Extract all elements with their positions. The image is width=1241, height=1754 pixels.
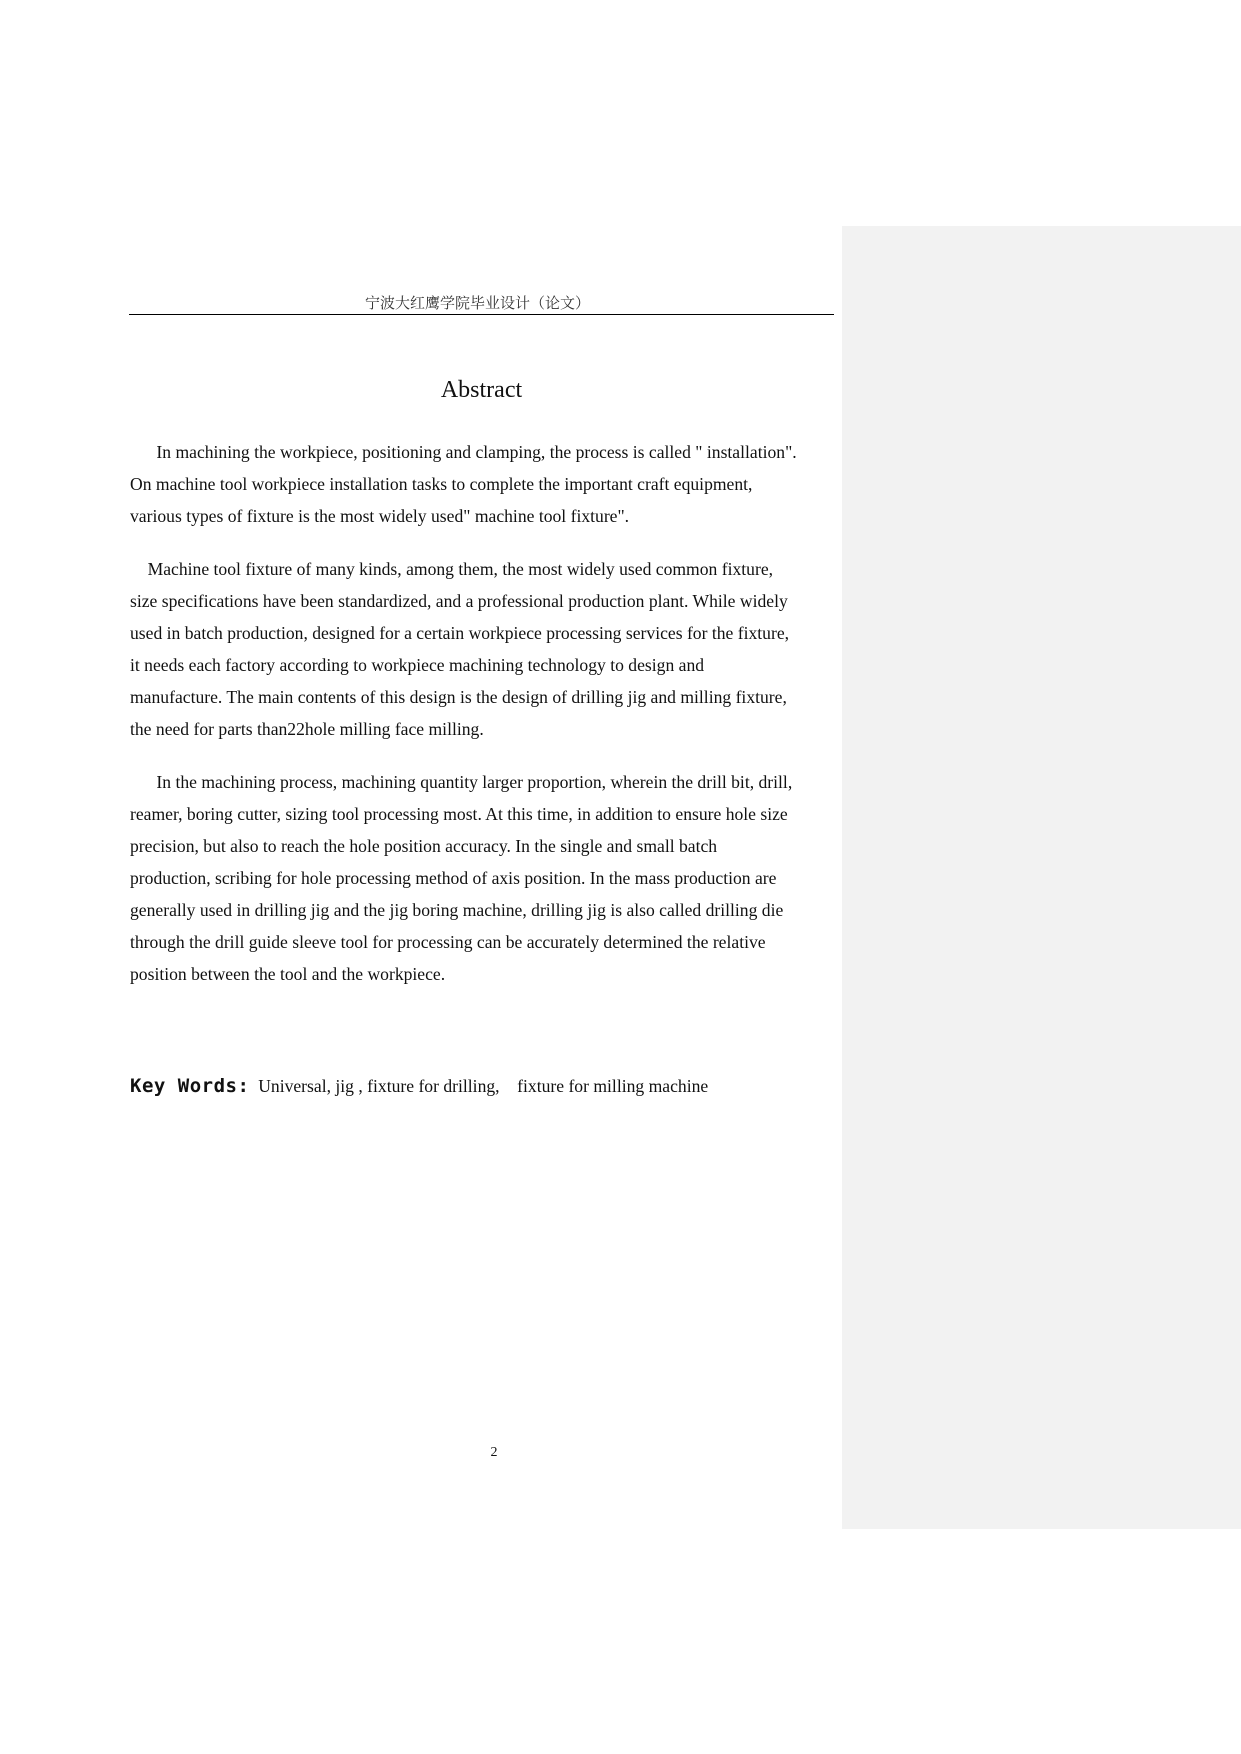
keywords-text: Universal, jig , fixture for drilling, fixture for milling machine: [249, 1076, 709, 1096]
paragraph-line: various types of fixture is the most widely used" machine tool fixture".: [130, 506, 630, 526]
paragraph-line: reamer, boring cutter, sizing tool processing most. At this time, in addition to ensure hole size: [130, 804, 788, 824]
paragraph-line: In machining the workpiece, positioning and clamping, the process is called " installation".: [130, 442, 797, 462]
paragraph-line: In the machining process, machining quantity larger proportion, wherein the drill bit, drill,: [130, 772, 793, 792]
keywords-line: [130, 1070, 708, 1102]
running-header: [129, 292, 834, 315]
running-header-title: 宁波大红鹰学院毕业设计（论文）: [364, 294, 590, 312]
paragraph-line: On machine tool workpiece installation tasks to complete the important craft equipment,: [130, 474, 753, 494]
paragraph-line: position between the tool and the workpiece.: [130, 964, 446, 984]
paragraph-line: the need for parts than22hole milling face milling.: [130, 719, 484, 739]
paragraph-line: Machine tool fixture of many kinds, among them, the most widely used common fixture,: [130, 559, 774, 579]
paragraph-line: production, scribing for hole processing method of axis position. In the mass production are: [130, 868, 777, 888]
abstract-paragraph-2: [130, 553, 852, 745]
abstract-paragraph-1: [130, 436, 852, 532]
abstract-paragraph-3: [130, 766, 852, 990]
paragraph-line: size specifications have been standardized, and a professional production plant. While widely: [130, 591, 788, 611]
paragraph-line: it needs each factory according to workpiece machining technology to design and: [130, 655, 705, 675]
paragraph-line: used in batch production, designed for a certain workpiece processing services for the fixture,: [130, 623, 790, 643]
abstract-title: Abstract: [440, 377, 523, 403]
page-number: 2: [490, 1445, 498, 1460]
keywords-label: Key Words:: [130, 1075, 250, 1097]
paragraph-line: generally used in drilling jig and the jig boring machine, drilling jig is also called drilling die: [130, 900, 784, 920]
comment-margin-pane: [842, 226, 1241, 1529]
paragraph-line: precision, but also to reach the hole position accuracy. In the single and small batch: [130, 836, 718, 856]
paragraph-line: manufacture. The main contents of this design is the design of drilling jig and milling fixture,: [130, 687, 787, 707]
paragraph-line: through the drill guide sleeve tool for processing can be accurately determined the relative: [130, 932, 766, 952]
